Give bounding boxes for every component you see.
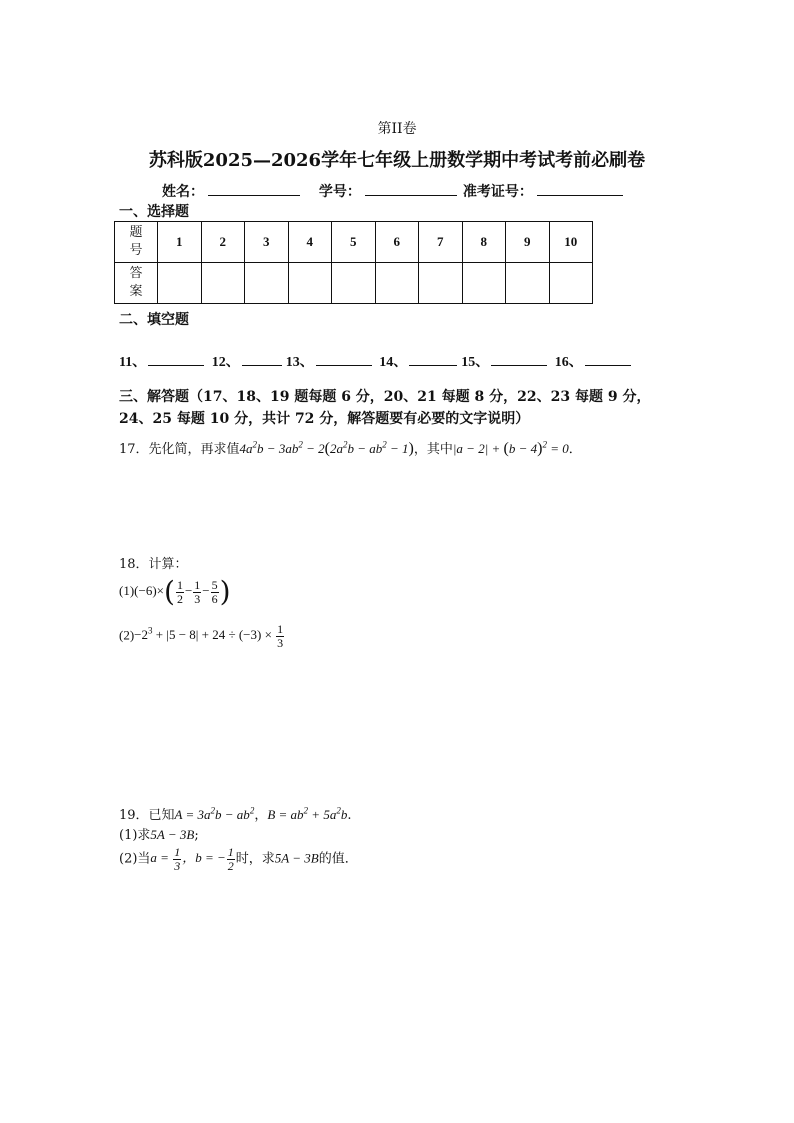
question-number-cell: 7	[419, 222, 463, 263]
section-answer-title: 三、解答题（17、18、19 题每题 6 分，20、21 每题 8 分，22、23 每题 9 分，	[119, 389, 651, 405]
answer-grid	[114, 221, 593, 304]
section-answer-title-cont: 24、25 每题 10 分，共计 72 分，解答题要有必要的文字说明）	[119, 411, 530, 427]
answer-cell[interactable]	[549, 263, 593, 304]
ticket-label: 准考证号：	[462, 184, 533, 200]
q18-p2-label: (2)	[119, 627, 135, 643]
section-choice-title: 一、选择题	[119, 204, 189, 220]
q19-p2-expression: 5A − 3B	[274, 850, 319, 866]
answer-cell[interactable]	[462, 263, 506, 304]
q19-def-a: $A = 3a^2b - ab^2$	[174, 805, 255, 822]
question-19-part-2	[119, 846, 358, 873]
answer-cell[interactable]	[419, 263, 463, 304]
q19-p2-mid: 时，求	[235, 851, 275, 867]
q17-where: ，其中	[413, 442, 453, 457]
fill-item-label: 11、	[119, 355, 147, 370]
exam-title: 苏科版2025—2026学年七年级上册数学期中考试考前必刷卷	[148, 150, 646, 171]
fill-blank[interactable]	[316, 351, 372, 366]
q18-p1-expression: (−6)×( $\frac{1}{2}$ − $\frac{1}{3}$ − $\frac{5}{6}$ )	[134, 575, 231, 608]
question-19-part-1	[119, 824, 199, 843]
student-id-label: 学号：	[318, 184, 361, 200]
fill-item-label: 13、	[285, 355, 314, 370]
fill-item-label: 15、	[461, 355, 490, 370]
q19-p1-end: ;	[194, 828, 199, 843]
q17-end: ．	[568, 442, 582, 457]
answer-row-label: 答 案	[115, 263, 158, 304]
answer-row	[115, 263, 593, 304]
section-fill-title: 二、填空题	[119, 312, 189, 328]
question-18-part-2	[119, 623, 285, 650]
name-label: 姓名：	[162, 184, 204, 200]
q19-def-b: $B = ab^2 + 5a^2b$	[267, 805, 348, 822]
question-number-cell: 5	[332, 222, 376, 263]
number-row-label: 题 号	[115, 222, 158, 263]
fill-item-label: 16、	[554, 355, 583, 370]
fill-blank[interactable]	[585, 351, 631, 366]
question-number-cell: 1	[158, 222, 202, 263]
question-18-part-1	[119, 575, 231, 608]
q18-p1-label: (1)	[119, 582, 135, 598]
fill-item-label: 12、	[211, 355, 240, 370]
answer-cell[interactable]	[506, 263, 550, 304]
q17-condition: $|a - 2| + (b - 4)^2 = 0$	[452, 439, 569, 457]
q19-p2-end: 的值．	[318, 851, 358, 867]
ticket-blank[interactable]	[537, 181, 623, 196]
question-18: 18．计算：	[119, 557, 188, 572]
student-id-blank[interactable]	[365, 181, 457, 196]
q18-p2-expression: $-2^3 + |5 - 8| + 24 \div (-3)$ × $\frac{1}{3}$	[134, 622, 284, 650]
q19-p2-condition: a = $\frac{1}{3}$ ，b = − $\frac{1}{2}$	[150, 845, 234, 873]
answer-cell[interactable]	[375, 263, 419, 304]
answer-cell[interactable]	[288, 263, 332, 304]
volume-label: 第II卷	[377, 121, 417, 137]
fill-blank[interactable]	[148, 351, 204, 366]
fill-blank[interactable]	[242, 351, 282, 366]
q19-end: .	[347, 808, 352, 823]
q19-p1-expression: 5A − 3B	[150, 827, 195, 842]
question-number-cell: 10	[549, 222, 593, 263]
question-17	[119, 438, 582, 458]
question-number-cell: 3	[245, 222, 289, 263]
question-number-cell: 6	[375, 222, 419, 263]
q19-prompt: 19．已知	[119, 808, 175, 823]
answer-cell[interactable]	[245, 263, 289, 304]
q19-sep: ，	[254, 808, 268, 823]
question-number-cell: 9	[506, 222, 550, 263]
number-row	[115, 222, 593, 263]
name-blank[interactable]	[208, 181, 300, 196]
fill-blank-line	[119, 351, 635, 371]
q17-expression: $4a^2b - 3ab^2 - 2(2a^2b - ab^2 - 1)$	[239, 439, 414, 457]
answer-cell[interactable]	[201, 263, 245, 304]
fill-item-label: 14、	[379, 355, 408, 370]
fill-blank[interactable]	[409, 351, 457, 366]
question-number-cell: 2	[201, 222, 245, 263]
q19-p2-label: (2)当	[119, 851, 151, 867]
answer-cell[interactable]	[158, 263, 202, 304]
q17-prompt: 17．先化简，再求值	[119, 442, 240, 457]
fill-blank[interactable]	[491, 351, 547, 366]
question-number-cell: 4	[288, 222, 332, 263]
answer-cell[interactable]	[332, 263, 376, 304]
question-19	[119, 804, 351, 823]
student-info-line	[162, 181, 629, 201]
q19-p1-label: (1)求	[119, 828, 151, 843]
question-number-cell: 8	[462, 222, 506, 263]
